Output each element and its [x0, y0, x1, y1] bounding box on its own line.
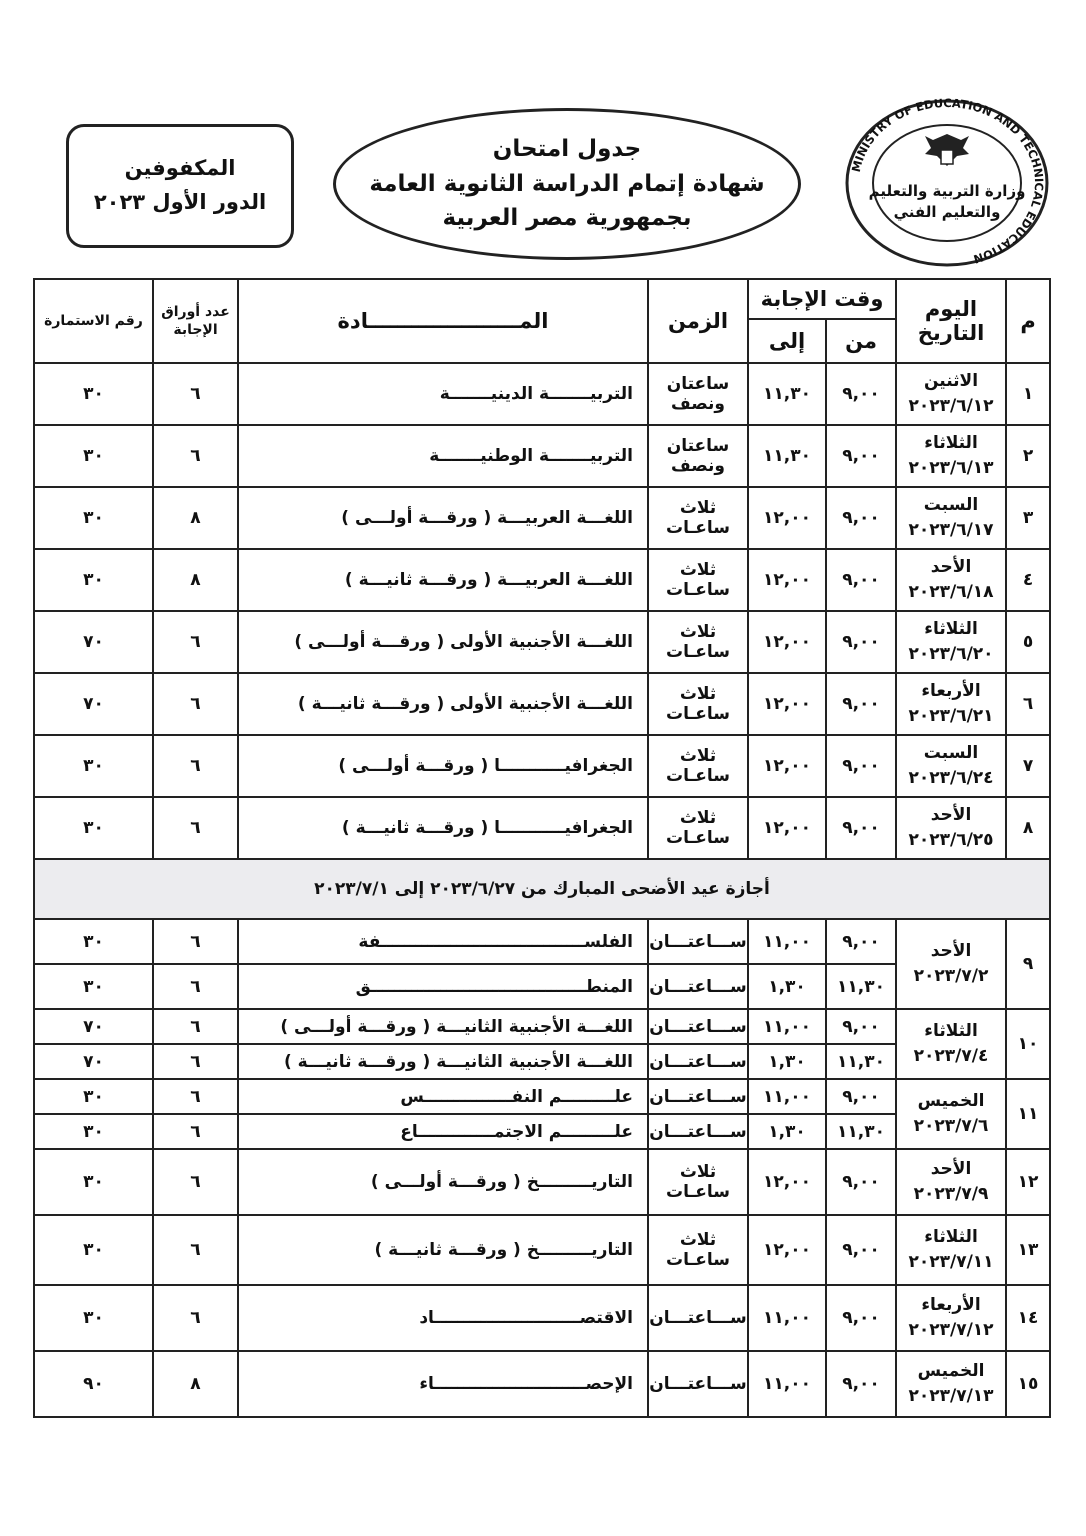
table-row: [34, 611, 1050, 673]
col-duration: الزمن: [648, 279, 748, 363]
row-sheets: ٦: [153, 1079, 238, 1114]
col-sheets: عدد أوراق الإجابة: [153, 279, 238, 363]
title-line-3: بجمهورية مصر العربية: [442, 205, 692, 232]
row-subject: اللغـــة الأجنبية الثانيـــة ( ورقـــة أولـــى ): [238, 1009, 648, 1044]
title-line-2: شهادة إتمام الدراسة الثانوية العامة: [369, 170, 765, 197]
row-form: ٩٠: [34, 1351, 153, 1417]
row-sheets: ٦: [153, 363, 238, 425]
row-duration: ثلاث ساعـات: [648, 487, 748, 549]
row-to: ١١,٠٠: [748, 1351, 826, 1417]
row-to: ١٢,٠٠: [748, 797, 826, 859]
row-subject: اللغـــة الأجنبية الأولى ( ورقـــة أولـــى ): [238, 611, 648, 673]
row-day: الثلاثاء: [924, 1226, 978, 1247]
row-sheets: ٦: [153, 1009, 238, 1044]
row-date: ٢٠٢٣/٦/١٧: [908, 520, 994, 540]
row-duration: ثلاث ساعـات: [648, 1215, 748, 1285]
row-date: ٢٠٢٣/٧/١٢: [908, 1320, 994, 1340]
table-row: [34, 673, 1050, 735]
row-form: ٣٠: [34, 549, 153, 611]
row-from: ٩,٠٠: [826, 611, 896, 673]
row-sheets: ٦: [153, 964, 238, 1009]
row-to: ١٢,٠٠: [748, 611, 826, 673]
row-day-date: [896, 1215, 1006, 1285]
row-day-date: [896, 1079, 1006, 1149]
row-subject: اللغـــة الأجنبية الأولى ( ورقـــة ثانيـــة ): [238, 673, 648, 735]
row-duration: ســـاعتـــان: [648, 919, 748, 964]
row-date: ٢٠٢٣/٧/٩: [913, 1184, 989, 1204]
row-date: ٢٠٢٣/٦/١٢: [908, 396, 994, 416]
row-sheets: ٨: [153, 1351, 238, 1417]
row-subject: الإحصــــــــــــــــــــــــــاء: [238, 1351, 648, 1417]
row-from: ٩,٠٠: [826, 363, 896, 425]
row-subject: التاريـــــــــخ ( ورقـــة ثانيـــة ): [238, 1215, 648, 1285]
row-sheets: ٦: [153, 1285, 238, 1351]
eagle-icon: [925, 134, 969, 166]
row-serial: ٣: [1006, 487, 1050, 549]
row-sheets: ٨: [153, 549, 238, 611]
row-subject: اللغـــة العربيـــة ( ورقـــة ثانيـــة ): [238, 549, 648, 611]
row-subject: التربيـــــــة الدينيـــــــة: [238, 363, 648, 425]
row-from: ٩,٠٠: [826, 1149, 896, 1215]
row-from: ١١,٣٠: [826, 964, 896, 1009]
exam-schedule-table: [33, 278, 1051, 1418]
row-to: ١٢,٠٠: [748, 1215, 826, 1285]
row-from: ١١,٣٠: [826, 1114, 896, 1149]
row-day-date: [896, 1149, 1006, 1215]
row-subject: الجغرافيـــــــــــا ( ورقـــة أولـــى ): [238, 735, 648, 797]
holiday-notice: أجازة عيد الأضحى المبارك من ٢٠٢٣/٦/٢٧ إلى ٢٠٢٣/٧/١: [34, 859, 1050, 919]
col-date: التاريخ: [917, 321, 985, 345]
col-to: إلى: [748, 319, 826, 363]
table-row: [34, 487, 1050, 549]
row-from: ٩,٠٠: [826, 425, 896, 487]
row-duration: ثلاث ساعـات: [648, 1149, 748, 1215]
holiday-row: [34, 859, 1050, 919]
row-day-date: [896, 363, 1006, 425]
row-day: الأحد: [930, 1158, 972, 1179]
row-serial: ١٢: [1006, 1149, 1050, 1215]
row-date: ٢٠٢٣/٧/١١: [908, 1252, 994, 1272]
row-date: ٢٠٢٣/٧/٤: [913, 1046, 989, 1066]
seal-english-ring: MINISTRY OF EDUCATION AND TECHNICAL EDUCATION: [848, 98, 1047, 267]
row-duration: ثلاث ساعـات: [648, 673, 748, 735]
col-day-date: [896, 279, 1006, 363]
row-sheets: ٦: [153, 797, 238, 859]
row-subject: الفلســـــــــــــــــــــــــــــــــــفة: [238, 919, 648, 964]
row-serial: ١٣: [1006, 1215, 1050, 1285]
row-serial: ١٥: [1006, 1351, 1050, 1417]
row-date: ٢٠٢٣/٦/١٨: [908, 582, 994, 602]
row-form: ٧٠: [34, 611, 153, 673]
table-row: [34, 797, 1050, 859]
row-from: ٩,٠٠: [826, 487, 896, 549]
row-subject: التاريـــــــــخ ( ورقـــة أولـــى ): [238, 1149, 648, 1215]
row-day-date: [896, 797, 1006, 859]
row-subject: التربيـــــــة الوطنيـــــــة: [238, 425, 648, 487]
row-day: الخميس: [917, 1360, 985, 1381]
row-serial: ١: [1006, 363, 1050, 425]
table-row: [34, 1079, 1050, 1114]
table-row: [34, 735, 1050, 797]
row-to: ١٢,٠٠: [748, 735, 826, 797]
row-subject: اللغـــة العربيـــة ( ورقـــة أولـــى ): [238, 487, 648, 549]
row-to: ١٢,٠٠: [748, 549, 826, 611]
row-duration: ســـاعتـــان: [648, 964, 748, 1009]
row-duration: ثلاث ساعـات: [648, 611, 748, 673]
seal-arabic-line-1: وزارة التربية والتعليم: [868, 182, 1026, 200]
row-day-date: [896, 919, 1006, 1009]
row-sheets: ٦: [153, 425, 238, 487]
row-day-date: [896, 611, 1006, 673]
row-from: ٩,٠٠: [826, 797, 896, 859]
col-answer-time: وقت الإجابة: [748, 279, 896, 319]
table-row: [34, 1009, 1050, 1044]
row-day: الأربعاء: [921, 680, 981, 701]
row-date: ٢٠٢٣/٧/٦: [913, 1116, 989, 1136]
row-subject: علـــــــــم الاجتمـــــــــــــاع: [238, 1114, 648, 1149]
row-duration: ســـاعتـــان: [648, 1114, 748, 1149]
row-serial: ٥: [1006, 611, 1050, 673]
row-day: الثلاثاء: [924, 618, 978, 639]
row-day-date: [896, 673, 1006, 735]
row-duration: ثلاث ساعـات: [648, 549, 748, 611]
row-form: ٧٠: [34, 673, 153, 735]
row-duration: ســـاعتـــان: [648, 1044, 748, 1079]
seal-arabic-line-2: والتعليم الفني: [893, 203, 1001, 221]
row-date: ٢٠٢٣/٧/١٣: [908, 1386, 994, 1406]
row-from: ٩,٠٠: [826, 1215, 896, 1285]
table-row: [34, 363, 1050, 425]
table-row: [34, 1149, 1050, 1215]
title-line-1: جدول امتحان: [492, 136, 642, 163]
row-serial: ١٤: [1006, 1285, 1050, 1351]
row-subject: المنطـــــــــــــــــــــــــــــــــــــق: [238, 964, 648, 1009]
row-subject: علـــــــــم النفـــــــــــــــس: [238, 1079, 648, 1114]
row-to: ١,٣٠: [748, 1114, 826, 1149]
row-sheets: ٦: [153, 1215, 238, 1285]
row-from: ٩,٠٠: [826, 549, 896, 611]
table-row: [34, 1285, 1050, 1351]
row-date: ٢٠٢٣/٧/٢: [913, 966, 989, 986]
row-day-date: [896, 487, 1006, 549]
row-to: ١١,٠٠: [748, 1285, 826, 1351]
title-oval: [333, 108, 801, 260]
row-from: ٩,٠٠: [826, 735, 896, 797]
row-to: ١٢,٠٠: [748, 487, 826, 549]
row-day: السبت: [923, 742, 979, 763]
row-day-date: [896, 1009, 1006, 1079]
row-duration: ثلاث ساعـات: [648, 797, 748, 859]
row-form: ٣٠: [34, 964, 153, 1009]
row-duration: ســـاعتـــان: [648, 1351, 748, 1417]
table-row: [34, 549, 1050, 611]
row-duration: ثلاث ساعـات: [648, 735, 748, 797]
row-duration: ساعتان ونصف: [648, 363, 748, 425]
row-date: ٢٠٢٣/٦/٢٠: [908, 644, 994, 664]
row-day: الأحد: [930, 940, 972, 961]
row-subject: الاقتصـــــــــــــــــــــــــاد: [238, 1285, 648, 1351]
row-duration: ســـاعتـــان: [648, 1285, 748, 1351]
row-day: الأحد: [930, 804, 972, 825]
row-from: ٩,٠٠: [826, 1285, 896, 1351]
row-form: ٣٠: [34, 797, 153, 859]
row-sheets: ٨: [153, 487, 238, 549]
row-day: الاثنين: [923, 370, 979, 391]
row-day-date: [896, 1351, 1006, 1417]
row-form: ٣٠: [34, 487, 153, 549]
row-form: ٧٠: [34, 1009, 153, 1044]
header-row-1: [34, 279, 1050, 319]
row-serial: ١٠: [1006, 1009, 1050, 1079]
table-row: [34, 1351, 1050, 1417]
row-sheets: ٦: [153, 1149, 238, 1215]
row-to: ١١,٠٠: [748, 1079, 826, 1114]
row-day-date: [896, 549, 1006, 611]
row-day-date: [896, 735, 1006, 797]
row-serial: ٩: [1006, 919, 1050, 1009]
row-serial: ٦: [1006, 673, 1050, 735]
row-sheets: ٦: [153, 673, 238, 735]
table-row: [34, 919, 1050, 964]
row-serial: ١١: [1006, 1079, 1050, 1149]
row-subject: اللغـــة الأجنبية الثانيـــة ( ورقـــة ثانيـــة ): [238, 1044, 648, 1079]
row-from: ٩,٠٠: [826, 919, 896, 964]
row-day: الأربعاء: [921, 1294, 981, 1315]
row-duration: ســـاعتـــان: [648, 1009, 748, 1044]
row-to: ١,٣٠: [748, 964, 826, 1009]
row-date: ٢٠٢٣/٦/٢٥: [908, 830, 994, 850]
row-serial: ٧: [1006, 735, 1050, 797]
row-form: ٣٠: [34, 1215, 153, 1285]
ministry-seal-icon: [842, 98, 1052, 268]
col-form: رقم الاستمارة: [34, 279, 153, 363]
row-date: ٢٠٢٣/٦/٢٤: [908, 768, 994, 788]
row-day: الأحد: [930, 556, 972, 577]
row-from: ٩,٠٠: [826, 1079, 896, 1114]
row-form: ٣٠: [34, 363, 153, 425]
table-row: [34, 425, 1050, 487]
row-sheets: ٦: [153, 1114, 238, 1149]
row-form: ٣٠: [34, 1285, 153, 1351]
row-duration: ســـاعتـــان: [648, 1079, 748, 1114]
row-duration: ساعتان ونصف: [648, 425, 748, 487]
category-box: [66, 124, 294, 248]
row-subject: الجغرافيـــــــــــا ( ورقـــة ثانيـــة ): [238, 797, 648, 859]
row-day-date: [896, 1285, 1006, 1351]
row-form: ٣٠: [34, 735, 153, 797]
row-to: ١٢,٠٠: [748, 1149, 826, 1215]
row-sheets: ٦: [153, 1044, 238, 1079]
row-from: ٩,٠٠: [826, 1351, 896, 1417]
category-label: المكفوفين: [124, 156, 236, 181]
row-to: ١١,٣٠: [748, 363, 826, 425]
row-day: الخميس: [917, 1090, 985, 1111]
row-date: ٢٠٢٣/٦/٢١: [908, 706, 994, 726]
session-label: الدور الأول ٢٠٢٣: [93, 190, 267, 214]
row-form: ٣٠: [34, 425, 153, 487]
row-to: ١,٣٠: [748, 1044, 826, 1079]
row-date: ٢٠٢٣/٦/١٣: [908, 458, 994, 478]
row-to: ١١,٠٠: [748, 919, 826, 964]
table-row: [34, 1215, 1050, 1285]
row-day: السبت: [923, 494, 979, 515]
row-form: ٣٠: [34, 1079, 153, 1114]
row-day: الثلاثاء: [924, 432, 978, 453]
row-serial: ٤: [1006, 549, 1050, 611]
row-form: ٧٠: [34, 1044, 153, 1079]
row-to: ١١,٣٠: [748, 425, 826, 487]
row-sheets: ٦: [153, 919, 238, 964]
row-day: الثلاثاء: [924, 1020, 978, 1041]
row-day-date: [896, 425, 1006, 487]
row-serial: ٢: [1006, 425, 1050, 487]
row-to: ١٢,٠٠: [748, 673, 826, 735]
ministry-logo: [842, 98, 1052, 268]
row-from: ٩,٠٠: [826, 673, 896, 735]
row-serial: ٨: [1006, 797, 1050, 859]
col-day: اليوم: [924, 297, 978, 321]
row-from: ١١,٣٠: [826, 1044, 896, 1079]
row-to: ١١,٠٠: [748, 1009, 826, 1044]
row-form: ٣٠: [34, 1114, 153, 1149]
row-sheets: ٦: [153, 735, 238, 797]
col-from: من: [826, 319, 896, 363]
row-sheets: ٦: [153, 611, 238, 673]
row-from: ٩,٠٠: [826, 1009, 896, 1044]
row-form: ٣٠: [34, 919, 153, 964]
row-form: ٣٠: [34, 1149, 153, 1215]
col-subject: المـــــــــــــــــــــادة: [238, 279, 648, 363]
col-serial: م: [1006, 279, 1050, 363]
